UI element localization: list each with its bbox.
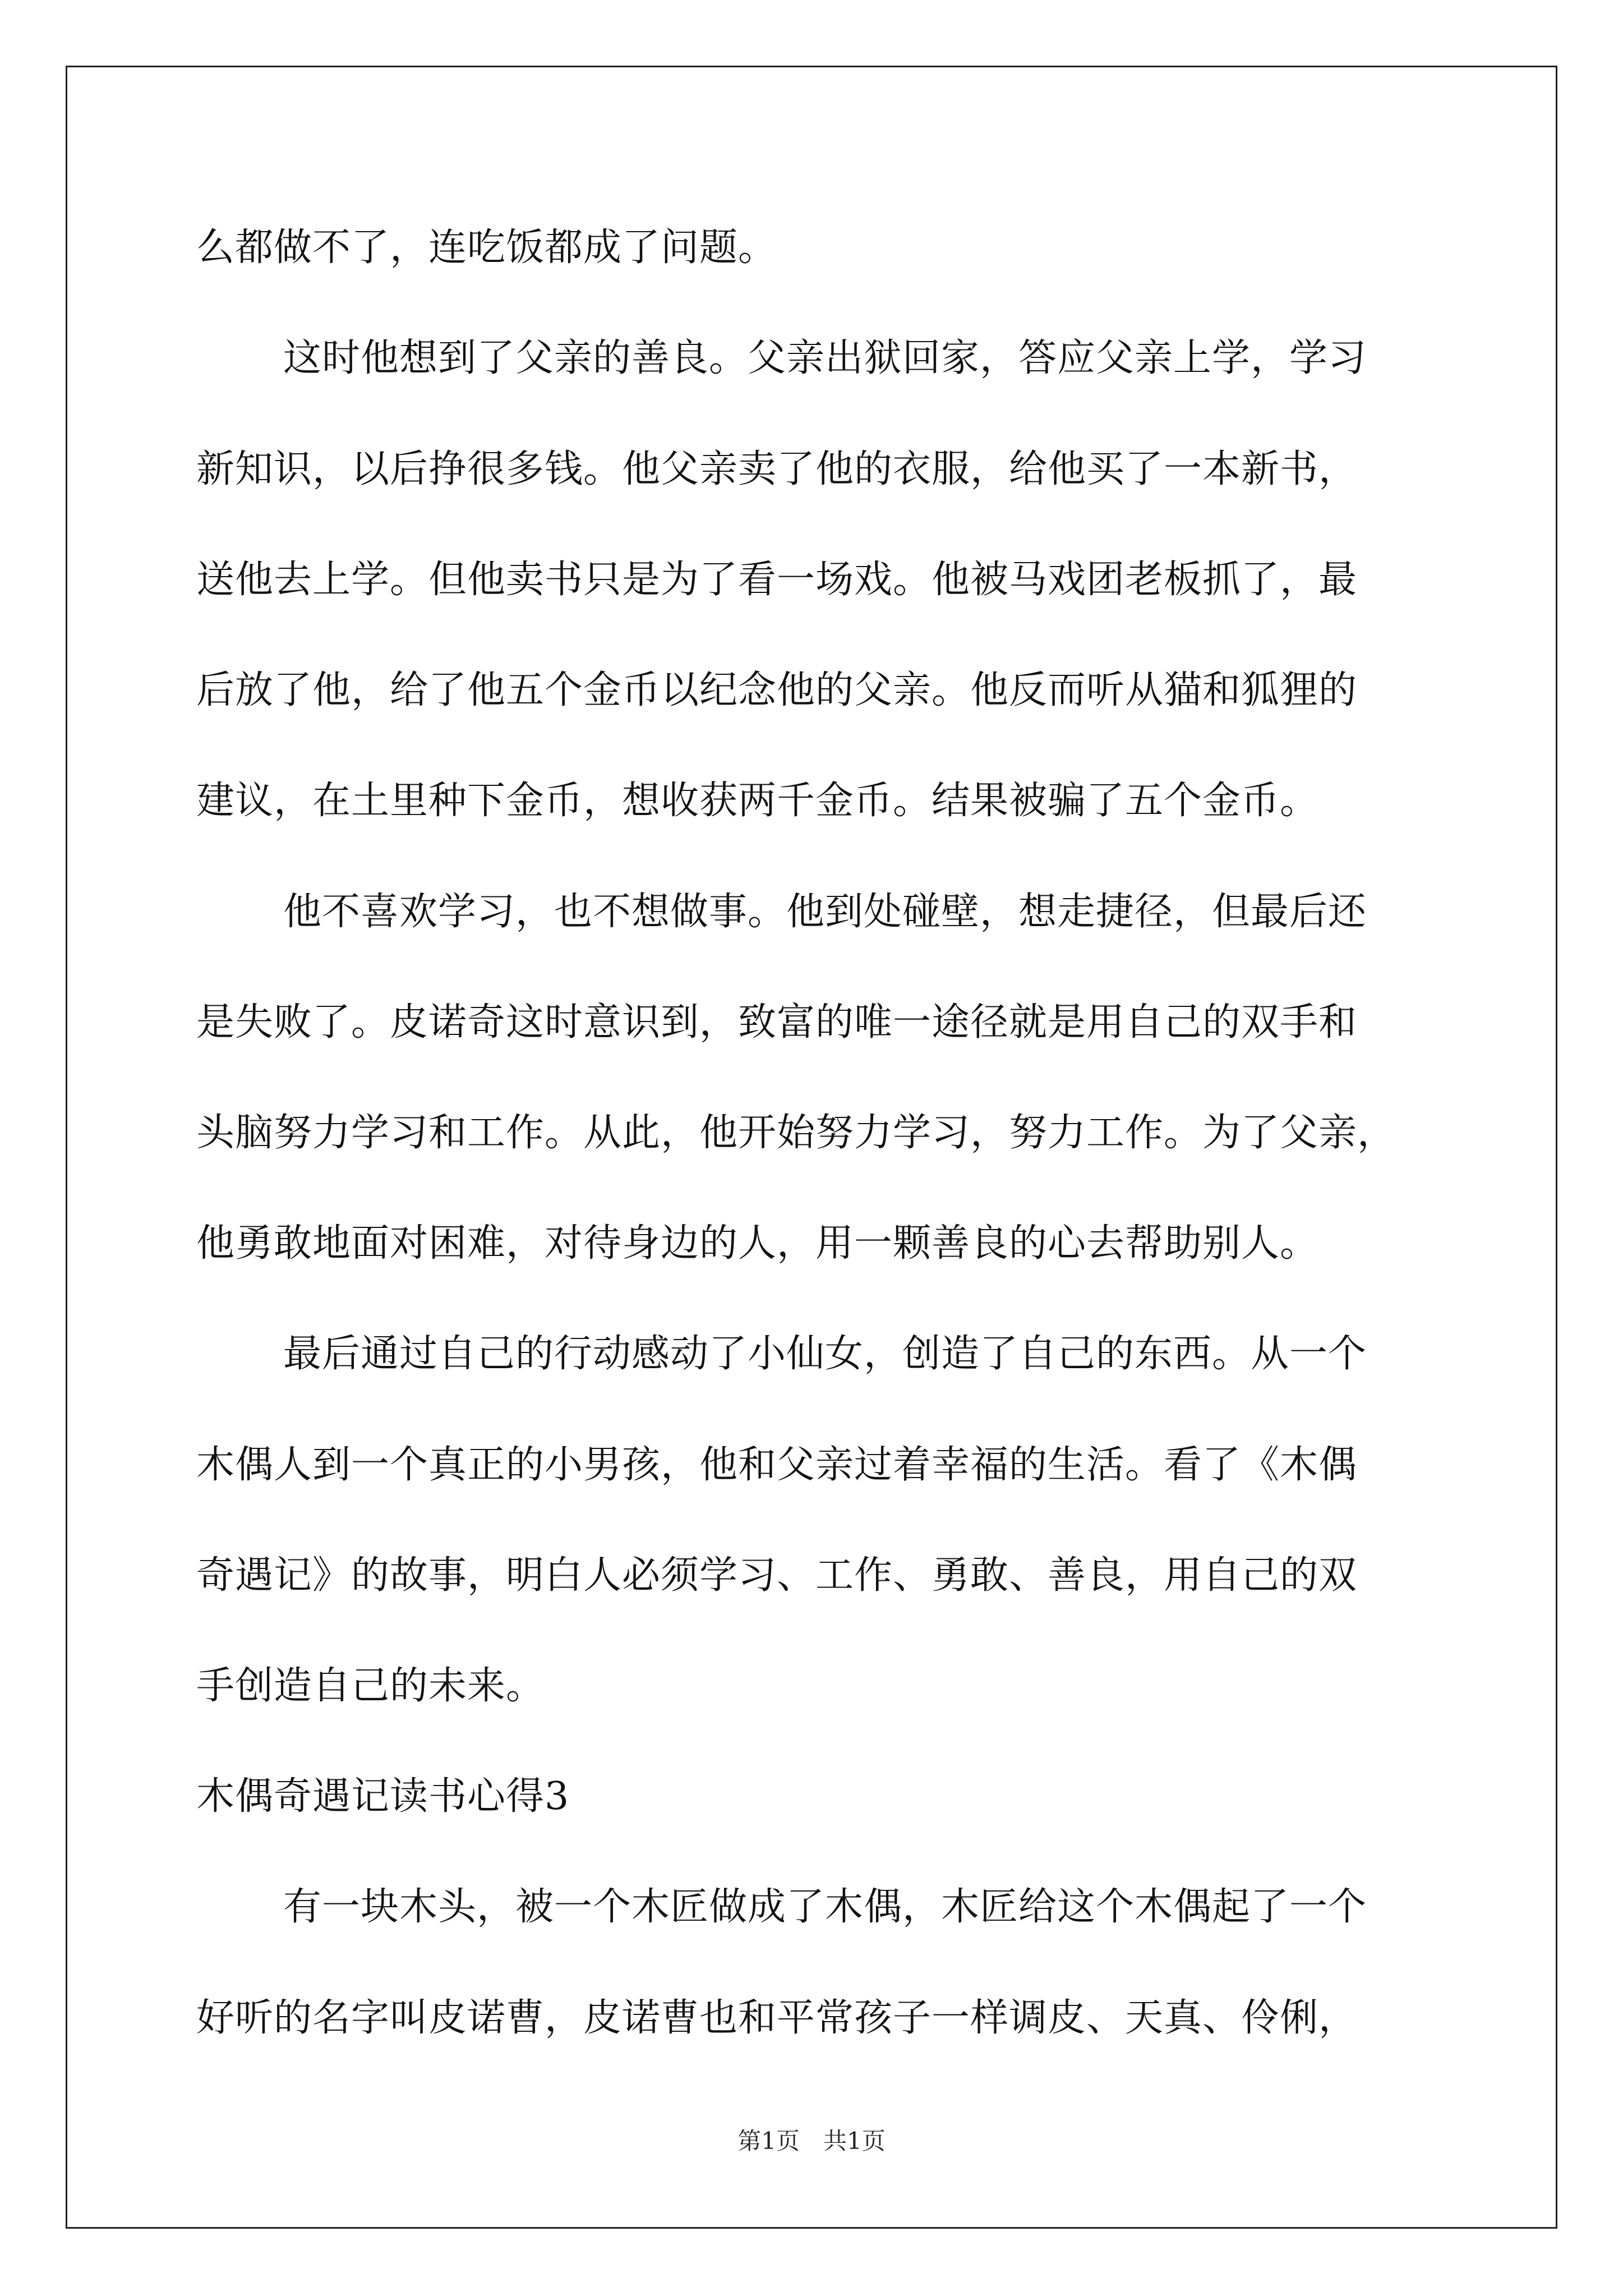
page-footer: 第1页 共1页 <box>737 2127 886 2155</box>
text-line-10: 他勇敢地面对困难，对待身边的人，用一颗善良的心去帮助别人。 <box>196 1221 1319 1266</box>
text-line-7: 他不喜欢学习，也不想做事。他到处碰壁，想走捷径，但最后还 <box>283 890 1367 934</box>
text-line-9: 头脑努力学习和工作。从此，他开始努力学习，努力工作。为了父亲， <box>196 1111 1396 1155</box>
text-line-8: 是失败了。皮诺奇这时意识到，致富的唯一途径就是用自己的双手和 <box>196 1000 1358 1045</box>
text-line-12: 木偶人到一个真正的小男孩，他和父亲过着幸福的生活。看了《木偶 <box>196 1443 1358 1487</box>
text-line-14: 手创造自己的未来。 <box>196 1664 545 1708</box>
text-line-16: 有一块木头，被一个木匠做成了木偶，木匠给这个木偶起了一个 <box>283 1885 1367 1929</box>
text-line-17: 好听的名字叫皮诺曹，皮诺曹也和平常孩子一样调皮、天真、伶俐， <box>196 1996 1358 2040</box>
text-line-11: 最后通过自己的行动感动了小仙女，创造了自己的东西。从一个 <box>283 1332 1367 1376</box>
text-line-4: 送他去上学。但他卖书只是为了看一场戏。他被马戏团老板抓了，最 <box>196 558 1358 602</box>
text-line-5: 后放了他，给了他五个金币以纪念他的父亲。他反而听从猫和狐狸的 <box>196 668 1358 712</box>
text-line-2: 这时他想到了父亲的善良。父亲出狱回家，答应父亲上学，学习 <box>283 336 1367 380</box>
text-line-1: 么都做不了，连吃饭都成了问题。 <box>196 226 777 270</box>
text-line-6: 建议，在土里种下金币，想收获两千金币。结果被骗了五个金币。 <box>196 779 1319 823</box>
text-line-13: 奇遇记》的故事，明白人必须学习、工作、勇敢、善良，用自己的双 <box>196 1553 1358 1598</box>
text-line-3: 新知识，以后挣很多钱。他父亲卖了他的衣服，给他买了一本新书， <box>196 447 1358 491</box>
section-heading: 木偶奇遇记读书心得3 <box>196 1774 570 1819</box>
